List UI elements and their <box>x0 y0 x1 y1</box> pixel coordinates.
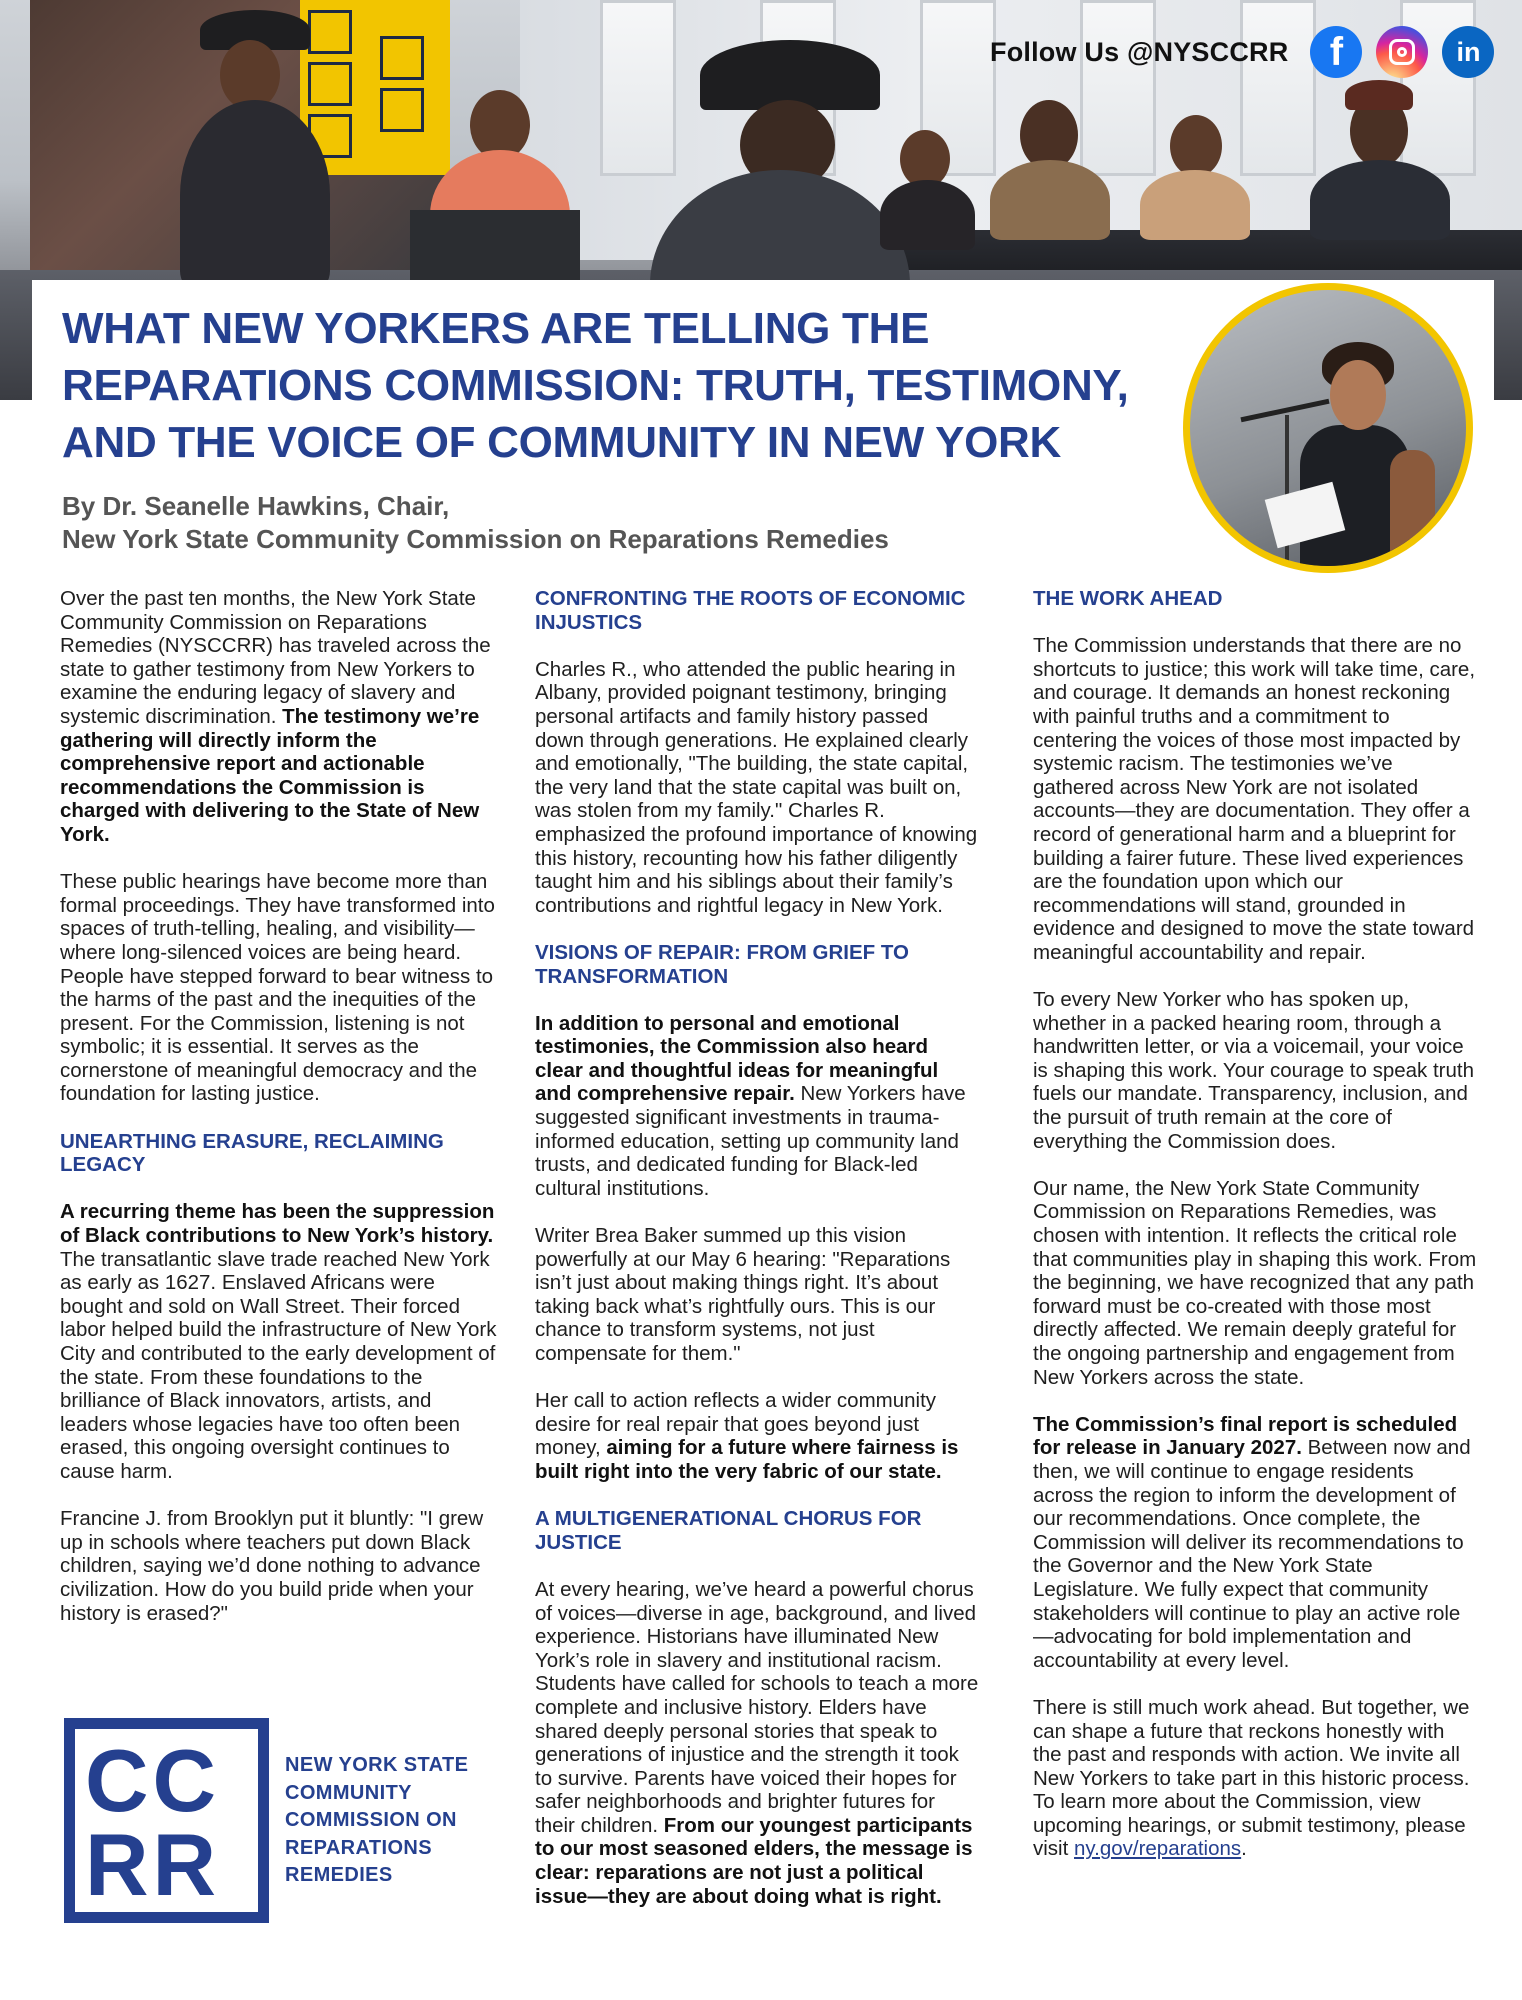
paragraph <box>535 1389 980 1483</box>
byline <box>62 490 962 556</box>
paragraph-text: There is still much work ahead. But together, we can shape a future that reckons honestly with the past and responds with action. We invite all New Yorkers to take part in this historic process. To learn more about the Commission, view upcoming hearings, or submit testimony, please visit <box>1033 1695 1470 1861</box>
section-heading: UNEARTHING ERASURE, RECLAIMING LEGACY <box>60 1129 444 1177</box>
ccrr-logo <box>64 1718 269 1923</box>
paragraph-emphasis: aiming for a future where fairness is built right into the very fabric of our state. <box>535 1436 959 1483</box>
paragraph-text: . <box>1241 1837 1247 1861</box>
paragraph-text: Her call to action reflects a wider community desire for real repair that goes beyond just money, <box>535 1389 937 1460</box>
paragraph-text: Between now and then, we will continue to engage residents across the region to inform the development of our recommendations. Once complete, the Commission will deliver its recommendations to the Governor and the New York State Legislature. We fully expect that community stakeholders will continue to play an active role—advocating for bold implementation and accountability at every level. <box>1033 1436 1471 1672</box>
section-heading: VISIONS OF REPAIR: FROM GRIEF TO TRANSFORMATION <box>535 940 909 988</box>
facebook-icon[interactable] <box>1310 26 1362 78</box>
paragraph: These public hearings have become more than formal proceedings. They have transformed into spaces of truth-telling, healing, and visibility—where long-silenced voices are being heard. People have stepped forward to bear witness to the harms of the past and the inequities of the present. For the Commission, listening is not symbolic; it is essential. It serves as the cornerstone of meaningful democracy and the foundation for lasting justice. <box>60 870 495 1106</box>
paragraph-emphasis: The testimony we’re gathering will directly inform the comprehensive report and actionable recommendations the Commission is charged with delivering to the State of New York. <box>60 704 480 846</box>
linkedin-glyph: in <box>1456 36 1481 67</box>
paragraph: The Commission understands that there are no shortcuts to justice; this work will take time, care, and courage. It demands an honest reckoning with painful truths and a commitment to centering the voices of those most impacted by systemic racism. The testimonies we’ve gathered across New York are not isolated accounts—they are documentation. They offer a record of generational harm and a blueprint for building a fairer future. These lived experiences are the foundation upon which our recommendations will stand, grounded in evidence and designed to move the state toward meaningful accountability and repair. <box>1033 634 1476 964</box>
article-column-1 <box>60 587 502 1649</box>
social-follow-bar <box>990 24 1494 80</box>
paragraph <box>535 1012 980 1201</box>
paragraph-emphasis: The Commission’s final report is scheduled for release in January 2027. <box>1033 1412 1458 1460</box>
testifier-portrait-photo <box>1183 283 1473 573</box>
paragraph <box>535 1578 980 1908</box>
follow-us-handle: Follow Us @NYSCCRR <box>990 36 1289 67</box>
logo-wordmark <box>285 1752 515 1890</box>
paragraph-text: The transatlantic slave trade reached New York as early as 1627. Enslaved Africans were bought and sold on Wall Street. Their forced labor helped build the infrastructure of New York City and contributed to the early development of the state. From these foundations to the brilliance of Black innovators, artists, and leaders whose legacies have too often been erased, this ongoing oversight continues to cause harm. <box>60 1247 497 1483</box>
quote-paragraph: Writer Brea Baker summed up this vision powerfully at our May 6 hearing: "Reparations isn’t just about making things right. It’s about taking back what’s rightfully ours. This is our chance to transform systems, not just compensate for them." <box>535 1224 951 1365</box>
paragraph-text: Over the past ten months, the New York State Community Commission on Reparations Remedies (NYSCCRR) has traveled across the state to gather testimony from New Yorkers to examine the enduring legacy of slavery and systemic discrimination. <box>60 587 491 728</box>
article-column-3 <box>1033 587 1478 1885</box>
paragraph-emphasis: From our youngest participants to our most seasoned elders, the message is clear: reparations are not just a political issue—they are about doing what is right. <box>535 1813 973 1908</box>
logo-text-line: COMMUNITY <box>285 1781 412 1804</box>
paragraph <box>60 1200 502 1483</box>
article-column-2 <box>535 587 980 1932</box>
paragraph <box>1033 1696 1478 1861</box>
logo-text-line: REMEDIES <box>285 1864 393 1887</box>
section-heading: A MULTIGENERATIONAL CHORUS FOR JUSTICE <box>535 1507 922 1554</box>
logo-mark-line-1: CC <box>85 1731 221 1830</box>
paragraph: Charles R., who attended the public hearing in Albany, provided poignant testimony, bringing personal artifacts and family history passed down through generations. He explained clearly and emotionally, "The building, the state capital, the very land that the state capital was built on, was stolen from my family." Charles R. emphasized the profound importance of knowing this history, recounting how his father diligently taught him and his siblings about their family’s contributions and rightful legacy in New York. <box>535 657 978 917</box>
paragraph-text: New Yorkers have suggested significant investments in trauma-informed education, setting up community land trusts, and dedicated funding for Black-led cultural institutions. <box>535 1082 966 1200</box>
paragraph-emphasis: A recurring theme has been the suppression of Black contributions to New York’s history. <box>60 1200 495 1248</box>
paragraph: To every New Yorker who has spoken up, whether in a packed hearing room, through a handwritten letter, or via a voicemail, your voice is shaping this work. Your courage to speak truth fuels our mandate. Transparency, inclusion, and the pursuit of truth remain at the core of everything the Commission does. <box>1033 988 1475 1153</box>
linkedin-icon[interactable] <box>1442 26 1494 78</box>
instagram-glyph <box>1389 39 1415 65</box>
byline-author: By Dr. Seanelle Hawkins, Chair, <box>62 491 450 521</box>
logo-mark-line-2: RR <box>85 1815 221 1914</box>
paragraph: Our name, the New York State Community Commission on Reparations Remedies, was chosen with intention. It reflects the critical role that communities play in shaping this work. From the beginning, we have recognized that any path forward must be co-created with those most directly affected. We remain deeply grateful for the ongoing partnership and engagement from New Yorkers across the state. <box>1033 1176 1477 1389</box>
section-heading: CONFRONTING THE ROOTS OF ECONOMIC INJUSTICS <box>535 587 966 634</box>
byline-organization: New York State Community Commission on Reparations Remedies <box>62 524 889 554</box>
section-heading: THE WORK AHEAD <box>1033 587 1223 610</box>
logo-text-line: REPARATIONS <box>285 1836 432 1859</box>
instagram-icon[interactable] <box>1376 26 1428 78</box>
facebook-glyph: f <box>1329 29 1344 74</box>
paragraph <box>60 587 502 847</box>
paragraph-text: At every hearing, we’ve heard a powerful chorus of voices—diverse in age, background, and lived experience. Historians have illuminated New York’s role in slavery and institutional racism. Students have called for schools to teach a more complete and inclusive history. Elders have shared deeply personal stories that speak to generations of injustice and the strength it took to survive. Parents have voiced their hopes for safer neighborhoods and brighter futures for their children. <box>535 1577 979 1837</box>
logo-text-line: NEW YORK STATE <box>285 1754 469 1776</box>
article-title: WHAT NEW YORKERS ARE TELLING THE REPARATIONS COMMISSION: TRUTH, TESTIMONY, AND THE VOICE OF COMMUNITY IN NEW YORK <box>62 304 1129 467</box>
reparations-website-link[interactable]: ny.gov/reparations <box>1074 1837 1242 1861</box>
paragraph-emphasis: In addition to personal and emotional testimonies, the Commission also heard clear and thoughtful ideas for meaningful and comprehensive repair. <box>535 1011 939 1106</box>
logo-text-line: COMMISSION ON <box>285 1809 457 1832</box>
quote-paragraph: Francine J. from Brooklyn put it bluntly: "I grew up in schools where teachers put down Black children, saying we’d done nothing to advance civilization. How do you build pride when your history is erased?" <box>60 1507 484 1625</box>
paragraph <box>1033 1413 1478 1673</box>
